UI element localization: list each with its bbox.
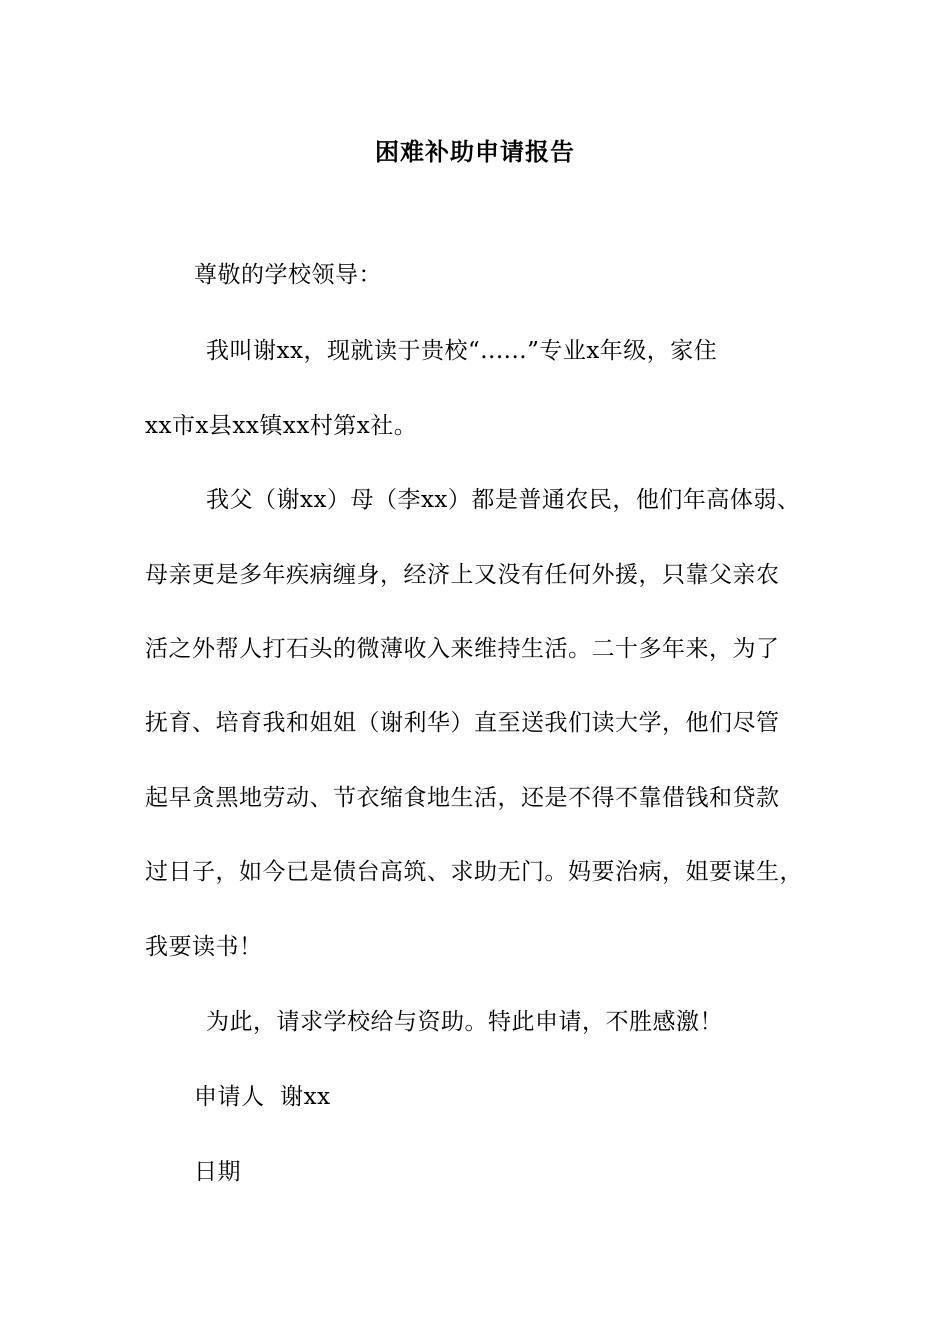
date-label: 日期 [194,1159,241,1185]
paragraph-2-line-5: 起早贪黑地劳动、节衣缩食地生活，还是不得不靠借钱和贷款 [145,785,780,811]
paragraph-1-line-1: 我叫谢xx，现就读于贵校“......”专业x年级，家住 [206,338,718,364]
applicant-signature: 申请人 谢xx [194,1084,331,1110]
paragraph-2-line-2: 母亲更是多年疾病缠身，经济上又没有任何外援，只靠父亲农 [145,562,780,588]
paragraph-2-line-7: 我要读书！ [145,934,263,960]
document-title: 困难补助申请报告 [375,137,575,166]
paragraph-3: 为此，请求学校给与资助。特此申请，不胜感激！ [206,1009,723,1035]
salutation: 尊敬的学校领导： [194,262,382,288]
paragraph-2-line-3: 活之外帮人打石头的微薄收入来维持生活。二十多年来，为了 [145,636,780,662]
paragraph-1-line-2: xx市x县xx镇xx村第x社。 [145,413,418,439]
paragraph-2-line-4: 抚育、培育我和姐姐（谢利华）直至送我们读大学，他们尽管 [145,710,780,736]
paragraph-2-line-1: 我父（谢xx）母（李xx）都是普通农民，他们年高体弱、 [206,487,801,513]
paragraph-2-line-6: 过日子，如今已是债台高筑、求助无门。妈要治病，姐要谋生， [145,859,803,885]
